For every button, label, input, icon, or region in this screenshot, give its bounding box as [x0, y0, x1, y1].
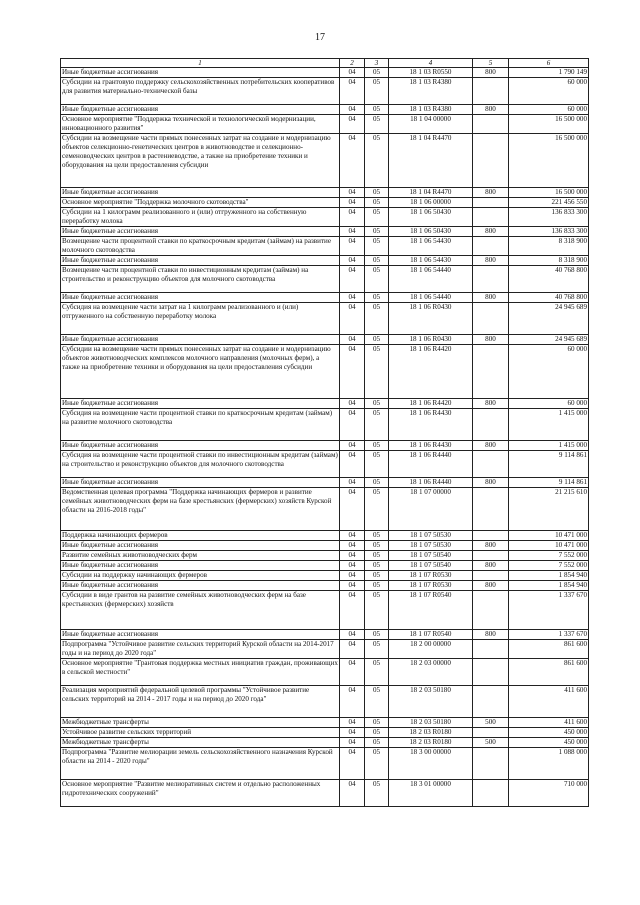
expense-type-cell [473, 488, 509, 531]
expense-type-cell: 800 [473, 630, 509, 640]
row-name-cell: Иные бюджетные ассигнования [61, 581, 340, 591]
section-cell: 04 [340, 208, 365, 227]
amount-cell: 7 552 000 [509, 561, 589, 571]
expense-type-cell [473, 237, 509, 256]
expense-type-cell [473, 208, 509, 227]
table-row [61, 256, 589, 266]
subsection-cell: 05 [365, 399, 389, 409]
section-cell: 04 [340, 256, 365, 266]
section-cell: 04 [340, 303, 365, 335]
target-article-cell: 18 1 06 R4430 [389, 441, 473, 451]
target-article-cell: 18 1 06 R4430 [389, 409, 473, 441]
target-article-cell: 18 1 07 50540 [389, 561, 473, 571]
row-name-cell: Подпрограмма "Развитие мелиорации земель сельскохозяйственного назначения Курской области на 2014 - 2020 годы" [61, 748, 340, 780]
target-article-cell: 18 2 03 R0180 [389, 728, 473, 738]
header-cell: 5 [473, 59, 509, 68]
table-body [61, 68, 589, 807]
subsection-cell: 05 [365, 551, 389, 561]
expense-type-cell [473, 266, 509, 293]
amount-cell: 9 114 861 [509, 451, 589, 478]
amount-cell: 1 415 000 [509, 441, 589, 451]
amount-cell: 1 088 000 [509, 748, 589, 780]
row-name-cell: Субсидии на 1 килограмм реализованного и (или) отгруженного на собственную переработку молока [61, 208, 340, 227]
page-number: 17 [315, 32, 325, 43]
expense-type-cell: 800 [473, 561, 509, 571]
amount-cell: 710 000 [509, 780, 589, 807]
target-article-cell: 18 1 06 R0430 [389, 303, 473, 335]
table-row [61, 591, 589, 630]
target-article-cell: 18 1 07 R0530 [389, 581, 473, 591]
subsection-cell: 05 [365, 237, 389, 256]
subsection-cell: 05 [365, 748, 389, 780]
expense-type-cell: 800 [473, 256, 509, 266]
target-article-cell: 18 1 04 R4470 [389, 134, 473, 188]
row-name-cell: Основное мероприятие "Поддержка молочного скотоводства" [61, 198, 340, 208]
amount-cell: 10 471 000 [509, 541, 589, 551]
row-name-cell: Субсидии в виде грантов на развитие семейных животноводческих ферм на базе крестьянских (фермерских) хозяйств [61, 591, 340, 630]
table-row [61, 640, 589, 659]
row-name-cell: Иные бюджетные ассигнования [61, 630, 340, 640]
subsection-cell: 05 [365, 266, 389, 293]
row-name-cell: Иные бюджетные ассигнования [61, 441, 340, 451]
section-cell: 04 [340, 571, 365, 581]
expense-type-cell: 800 [473, 541, 509, 551]
target-article-cell: 18 1 07 R0540 [389, 630, 473, 640]
table-row [61, 208, 589, 227]
section-cell: 04 [340, 399, 365, 409]
target-article-cell: 18 1 07 50540 [389, 551, 473, 561]
expense-type-cell [473, 451, 509, 478]
subsection-cell: 05 [365, 198, 389, 208]
table-row [61, 266, 589, 293]
section-cell: 04 [340, 335, 365, 345]
table-row [61, 198, 589, 208]
table-row [61, 561, 589, 571]
table-row [61, 531, 589, 541]
target-article-cell: 18 1 06 R0430 [389, 335, 473, 345]
target-article-cell: 18 1 03 R4380 [389, 105, 473, 115]
section-cell: 04 [340, 441, 365, 451]
expense-type-cell [473, 115, 509, 134]
table-row [61, 478, 589, 488]
expense-type-cell [473, 748, 509, 780]
row-name-cell: Межбюджетные трансферты [61, 738, 340, 748]
section-cell: 04 [340, 293, 365, 303]
section-cell: 04 [340, 409, 365, 441]
subsection-cell: 05 [365, 78, 389, 105]
amount-cell: 136 833 300 [509, 227, 589, 237]
section-cell: 04 [340, 748, 365, 780]
target-article-cell: 18 1 06 54440 [389, 266, 473, 293]
subsection-cell: 05 [365, 441, 389, 451]
row-name-cell: Иные бюджетные ассигнования [61, 399, 340, 409]
subsection-cell: 05 [365, 409, 389, 441]
row-name-cell: Субсидия на возмещение части процентной ставки по краткосрочным кредитам (займам) на развитие молочного скотоводства [61, 409, 340, 441]
amount-cell: 1 854 940 [509, 571, 589, 581]
subsection-cell: 05 [365, 478, 389, 488]
amount-cell: 1 337 670 [509, 591, 589, 630]
amount-cell: 861 600 [509, 659, 589, 686]
section-cell: 04 [340, 78, 365, 105]
amount-cell: 16 500 000 [509, 134, 589, 188]
row-name-cell: Иные бюджетные ассигнования [61, 68, 340, 78]
row-name-cell: Иные бюджетные ассигнования [61, 293, 340, 303]
header-cell: 1 [61, 59, 340, 68]
row-name-cell: Иные бюджетные ассигнования [61, 561, 340, 571]
table-row [61, 571, 589, 581]
section-cell: 04 [340, 728, 365, 738]
row-name-cell: Возмещение части процентной ставки по краткосрочным кредитам (займам) на развитие молочного скотоводства [61, 237, 340, 256]
target-article-cell: 18 1 03 R4380 [389, 78, 473, 105]
target-article-cell: 18 2 03 R0180 [389, 738, 473, 748]
target-article-cell: 18 2 03 50180 [389, 718, 473, 728]
amount-cell: 450 000 [509, 738, 589, 748]
section-cell: 04 [340, 134, 365, 188]
target-article-cell: 18 1 06 R4420 [389, 399, 473, 409]
expense-type-cell [473, 551, 509, 561]
table-row [61, 78, 589, 105]
amount-cell: 7 552 000 [509, 551, 589, 561]
table-header-row [61, 59, 589, 68]
table-row [61, 780, 589, 807]
amount-cell: 221 456 550 [509, 198, 589, 208]
header-cell: 6 [509, 59, 589, 68]
expense-type-cell [473, 303, 509, 335]
subsection-cell: 05 [365, 451, 389, 478]
amount-cell: 60 000 [509, 105, 589, 115]
table-row [61, 227, 589, 237]
expense-type-cell [473, 640, 509, 659]
table-row [61, 441, 589, 451]
section-cell: 04 [340, 266, 365, 293]
expense-type-cell [473, 78, 509, 105]
row-name-cell: Иные бюджетные ассигнования [61, 188, 340, 198]
amount-cell: 1 790 149 [509, 68, 589, 78]
row-name-cell: Ведомственная целевая программа "Поддержка начинающих фермеров и развитие семейных животноводческих ферм на базе крестьянских (фермерских) хозяйств Курской области на 2016-2018 годы" [61, 488, 340, 531]
section-cell: 04 [340, 115, 365, 134]
subsection-cell: 05 [365, 115, 389, 134]
subsection-cell: 05 [365, 335, 389, 345]
header-cell: 2 [340, 59, 365, 68]
subsection-cell: 05 [365, 738, 389, 748]
subsection-cell: 05 [365, 718, 389, 728]
amount-cell: 24 945 689 [509, 303, 589, 335]
row-name-cell: Иные бюджетные ассигнования [61, 335, 340, 345]
table-row [61, 488, 589, 531]
table-row [61, 399, 589, 409]
subsection-cell: 05 [365, 488, 389, 531]
subsection-cell: 05 [365, 728, 389, 738]
row-name-cell: Устойчивое развитие сельских территорий [61, 728, 340, 738]
target-article-cell: 18 1 06 R4420 [389, 345, 473, 399]
expense-type-cell [473, 728, 509, 738]
section-cell: 04 [340, 640, 365, 659]
section-cell: 04 [340, 531, 365, 541]
section-cell: 04 [340, 659, 365, 686]
expense-type-cell [473, 780, 509, 807]
target-article-cell: 18 1 06 R4440 [389, 451, 473, 478]
row-name-cell: Субсидия на возмещение части процентной ставки по инвестиционным кредитам (займам) на строительство и реконструкцию объектов для молочного скотоводства [61, 451, 340, 478]
row-name-cell: Возмещение части процентной ставки по инвестиционным кредитам (займам) на строительство и реконструкцию объектов для молочного скотоводства [61, 266, 340, 293]
budget-table [60, 58, 589, 807]
table-row [61, 451, 589, 478]
amount-cell: 450 000 [509, 728, 589, 738]
amount-cell: 60 000 [509, 399, 589, 409]
amount-cell: 136 833 300 [509, 208, 589, 227]
amount-cell: 16 500 000 [509, 115, 589, 134]
table-row [61, 686, 589, 718]
row-name-cell: Иные бюджетные ассигнования [61, 105, 340, 115]
expense-type-cell: 800 [473, 68, 509, 78]
section-cell: 04 [340, 541, 365, 551]
target-article-cell: 18 1 03 R0550 [389, 68, 473, 78]
amount-cell: 24 945 689 [509, 335, 589, 345]
section-cell: 04 [340, 488, 365, 531]
expense-type-cell: 800 [473, 335, 509, 345]
section-cell: 04 [340, 478, 365, 488]
subsection-cell: 05 [365, 531, 389, 541]
row-name-cell: Основное мероприятие "Развитие мелиоративных систем и отдельно расположенных гидротехнических сооружений" [61, 780, 340, 807]
section-cell: 04 [340, 561, 365, 571]
subsection-cell: 05 [365, 571, 389, 581]
section-cell: 04 [340, 105, 365, 115]
section-cell: 04 [340, 630, 365, 640]
subsection-cell: 05 [365, 105, 389, 115]
expense-type-cell: 800 [473, 478, 509, 488]
expense-type-cell [473, 531, 509, 541]
expense-type-cell: 800 [473, 293, 509, 303]
subsection-cell: 05 [365, 293, 389, 303]
section-cell: 04 [340, 198, 365, 208]
table-row [61, 659, 589, 686]
target-article-cell: 18 1 06 00000 [389, 198, 473, 208]
subsection-cell: 05 [365, 227, 389, 237]
section-cell: 04 [340, 581, 365, 591]
target-article-cell: 18 1 07 R0540 [389, 591, 473, 630]
amount-cell: 861 600 [509, 640, 589, 659]
subsection-cell: 05 [365, 188, 389, 198]
row-name-cell: Субсидии на поддержку начинающих фермеров [61, 571, 340, 581]
amount-cell: 8 318 900 [509, 256, 589, 266]
row-name-cell: Основное мероприятие "Поддержка технической и технологической модернизации, инновационного развития" [61, 115, 340, 134]
row-name-cell: Субсидии на грантовую поддержку сельскохозяйственных потребительских кооперативов для развития материально-технической базы [61, 78, 340, 105]
row-name-cell: Основное мероприятие "Грантовая поддержка местных инициатив граждан, проживающих в сельской местности" [61, 659, 340, 686]
section-cell: 04 [340, 718, 365, 728]
row-name-cell: Субсидия на возмещение части затрат на 1 килограмм реализованного и (или) отгруженного на собственную переработку молока [61, 303, 340, 335]
table-row [61, 105, 589, 115]
subsection-cell: 05 [365, 541, 389, 551]
subsection-cell: 05 [365, 345, 389, 399]
subsection-cell: 05 [365, 591, 389, 630]
table-row [61, 188, 589, 198]
amount-cell: 21 215 610 [509, 488, 589, 531]
amount-cell: 1 854 940 [509, 581, 589, 591]
expense-type-cell: 800 [473, 399, 509, 409]
subsection-cell: 05 [365, 561, 389, 571]
table-row [61, 748, 589, 780]
subsection-cell: 05 [365, 686, 389, 718]
amount-cell: 60 000 [509, 78, 589, 105]
target-article-cell: 18 1 07 50530 [389, 541, 473, 551]
table-row [61, 718, 589, 728]
expense-type-cell [473, 134, 509, 188]
target-article-cell: 18 2 03 00000 [389, 659, 473, 686]
row-name-cell: Субсидии на возмещение части прямых понесенных затрат на создание и модернизацию объектов животноводческих комплексов молочного направления (молочных ферм), а также на приобретение техники и оборудования на цели предоставления субсидии [61, 345, 340, 399]
table-row [61, 728, 589, 738]
target-article-cell: 18 1 06 50430 [389, 227, 473, 237]
section-cell: 04 [340, 686, 365, 718]
target-article-cell: 18 1 06 50430 [389, 208, 473, 227]
expense-type-cell [473, 659, 509, 686]
row-name-cell: Реализация мероприятий федеральной целевой программы "Устойчивое развитие сельских территорий на 2014 - 2017 годы и на период до 2020 года" [61, 686, 340, 718]
expense-type-cell: 500 [473, 718, 509, 728]
expense-type-cell [473, 345, 509, 399]
subsection-cell: 05 [365, 134, 389, 188]
table-row [61, 630, 589, 640]
target-article-cell: 18 1 06 R4440 [389, 478, 473, 488]
header-cell: 3 [365, 59, 389, 68]
target-article-cell: 18 1 06 54430 [389, 256, 473, 266]
row-name-cell: Межбюджетные трансферты [61, 718, 340, 728]
amount-cell: 411 600 [509, 686, 589, 718]
subsection-cell: 05 [365, 68, 389, 78]
table-row [61, 581, 589, 591]
amount-cell: 411 600 [509, 718, 589, 728]
table-row [61, 134, 589, 188]
amount-cell: 8 318 900 [509, 237, 589, 256]
expense-type-cell [473, 591, 509, 630]
expense-type-cell [473, 686, 509, 718]
amount-cell: 60 000 [509, 345, 589, 399]
target-article-cell: 18 1 04 R4470 [389, 188, 473, 198]
section-cell: 04 [340, 237, 365, 256]
header-cell: 4 [389, 59, 473, 68]
table-row [61, 115, 589, 134]
section-cell: 04 [340, 738, 365, 748]
row-name-cell: Подпрограмма "Устойчивое развитие сельских территорий Курской области на 2014-2017 годы и на период до 2020 года" [61, 640, 340, 659]
section-cell: 04 [340, 227, 365, 237]
expense-type-cell: 800 [473, 227, 509, 237]
subsection-cell: 05 [365, 640, 389, 659]
table-row [61, 738, 589, 748]
target-article-cell: 18 3 01 00000 [389, 780, 473, 807]
subsection-cell: 05 [365, 659, 389, 686]
section-cell: 04 [340, 591, 365, 630]
table-row [61, 409, 589, 441]
subsection-cell: 05 [365, 630, 389, 640]
table-row [61, 541, 589, 551]
section-cell: 04 [340, 551, 365, 561]
target-article-cell: 18 1 07 50530 [389, 531, 473, 541]
row-name-cell: Поддержка начинающих фермеров [61, 531, 340, 541]
table-row [61, 68, 589, 78]
target-article-cell: 18 2 00 00000 [389, 640, 473, 659]
expense-type-cell [473, 198, 509, 208]
amount-cell: 40 768 800 [509, 293, 589, 303]
amount-cell: 16 500 000 [509, 188, 589, 198]
table-row [61, 237, 589, 256]
amount-cell: 9 114 861 [509, 478, 589, 488]
subsection-cell: 05 [365, 780, 389, 807]
target-article-cell: 18 1 07 R0530 [389, 571, 473, 581]
section-cell: 04 [340, 780, 365, 807]
target-article-cell: 18 1 06 54430 [389, 237, 473, 256]
row-name-cell: Иные бюджетные ассигнования [61, 227, 340, 237]
target-article-cell: 18 2 03 50180 [389, 686, 473, 718]
row-name-cell: Развитие семейных животноводческих ферм [61, 551, 340, 561]
section-cell: 04 [340, 188, 365, 198]
table-row [61, 293, 589, 303]
subsection-cell: 05 [365, 208, 389, 227]
target-article-cell: 18 3 00 00000 [389, 748, 473, 780]
section-cell: 04 [340, 68, 365, 78]
amount-cell: 40 768 800 [509, 266, 589, 293]
expense-type-cell: 500 [473, 738, 509, 748]
table-row [61, 551, 589, 561]
expense-type-cell: 800 [473, 441, 509, 451]
expense-type-cell [473, 409, 509, 441]
table-row [61, 303, 589, 335]
subsection-cell: 05 [365, 256, 389, 266]
subsection-cell: 05 [365, 303, 389, 335]
target-article-cell: 18 1 07 00000 [389, 488, 473, 531]
table-row [61, 335, 589, 345]
row-name-cell: Иные бюджетные ассигнования [61, 256, 340, 266]
expense-type-cell: 800 [473, 581, 509, 591]
amount-cell: 1 415 000 [509, 409, 589, 441]
section-cell: 04 [340, 451, 365, 478]
section-cell: 04 [340, 345, 365, 399]
target-article-cell: 18 1 06 54440 [389, 293, 473, 303]
row-name-cell: Субсидии на возмещение части прямых понесенных затрат на создание и модернизацию объектов селекционно-генетических центров в животноводстве и селекционно-семеноводческих центров в растениеводстве, а также на приобретение техники и оборудования на цели предоставления субсидии [61, 134, 340, 188]
expense-type-cell [473, 571, 509, 581]
row-name-cell: Иные бюджетные ассигнования [61, 478, 340, 488]
target-article-cell: 18 1 04 00000 [389, 115, 473, 134]
table-row [61, 345, 589, 399]
expense-type-cell: 800 [473, 188, 509, 198]
subsection-cell: 05 [365, 581, 389, 591]
amount-cell: 10 471 000 [509, 531, 589, 541]
row-name-cell: Иные бюджетные ассигнования [61, 541, 340, 551]
amount-cell: 1 337 670 [509, 630, 589, 640]
expense-type-cell: 800 [473, 105, 509, 115]
